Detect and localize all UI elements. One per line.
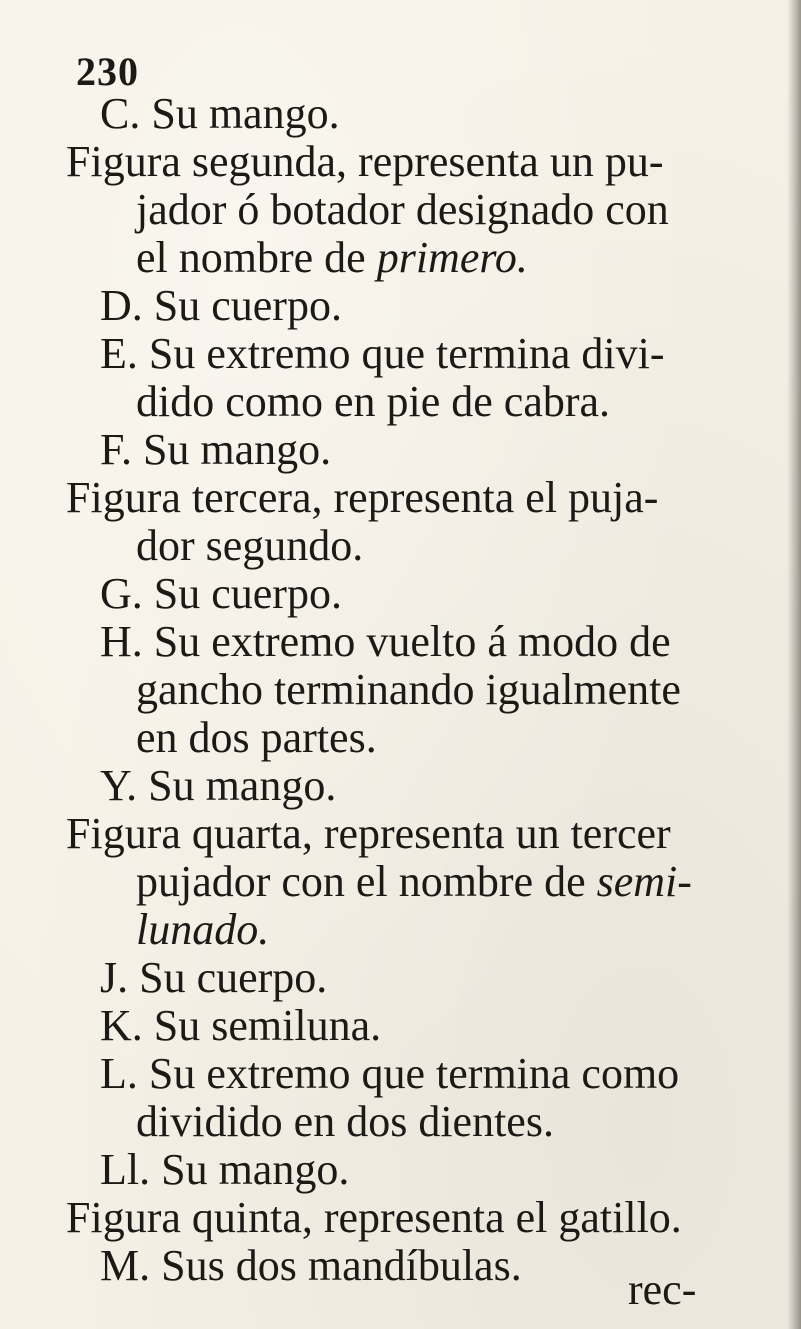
line-italic: lunado. [136, 905, 270, 954]
line-text: K. Su semiluna. [100, 1001, 382, 1050]
text-line-5 [100, 281, 342, 330]
line-text: jador ó botador designado con [136, 185, 669, 234]
text-line-6 [100, 329, 665, 378]
text-line-10 [136, 521, 364, 570]
line-text: Figura quinta, representa el gatillo. [66, 1193, 682, 1242]
line-text: Y. Su mango. [100, 761, 337, 810]
line-text: E. Su extremo que termina divi- [100, 329, 665, 378]
text-line-17 [136, 857, 692, 906]
text-line-21 [100, 1049, 680, 1098]
line-italic: primero. [376, 233, 528, 282]
line-text: F. Su mango. [100, 425, 332, 474]
text-line-4 [136, 233, 528, 282]
catchword: rec- [628, 1265, 697, 1314]
text-line-1 [100, 89, 340, 138]
text-line-25 [100, 1241, 522, 1290]
text-line-13 [136, 665, 681, 714]
line-text: C. Su mango. [100, 89, 340, 138]
text-line-7 [136, 377, 611, 426]
line-text: Figura quarta, representa un tercer [66, 809, 671, 858]
line-text: H. Su extremo vuelto á modo de [100, 617, 671, 666]
line-text: M. Sus dos mandíbulas. [100, 1241, 522, 1290]
line-text: dividido en dos dientes. [136, 1097, 554, 1146]
line-text: J. Su cuerpo. [100, 953, 328, 1002]
line-text: G. Su cuerpo. [100, 569, 342, 618]
text-line-19 [100, 953, 328, 1002]
text-line-3 [136, 185, 669, 234]
text-line-11 [100, 569, 342, 618]
text-line-16 [66, 809, 671, 858]
text-line-20 [100, 1001, 382, 1050]
line-text: Figura segunda, representa un pu- [66, 137, 664, 186]
page-edge-shadow [787, 0, 801, 1329]
text-line-23 [100, 1145, 350, 1194]
line-text: L. Su extremo que termina como [100, 1049, 680, 1098]
line-text: en dos partes. [136, 713, 377, 762]
line-text: gancho terminando igualmente [136, 665, 681, 714]
line-text: Ll. Su mango. [100, 1145, 350, 1194]
text-line-24 [66, 1193, 682, 1242]
line-text: Figura tercera, representa el puja- [66, 473, 659, 522]
line-text: dor segundo. [136, 521, 364, 570]
text-line-12 [100, 617, 671, 666]
text-line-18 [136, 905, 270, 954]
text-line-22 [136, 1097, 554, 1146]
line-text: dido como en pie de cabra. [136, 377, 611, 426]
line-text: D. Su cuerpo. [100, 281, 342, 330]
text-line-8 [100, 425, 332, 474]
text-line-2 [66, 137, 664, 186]
page-number: 230 [76, 49, 139, 94]
text-line-9 [66, 473, 659, 522]
line-text: el nombre de [136, 233, 377, 282]
line-italic: semi- [596, 857, 692, 906]
line-text: pujador con el nombre de [136, 857, 597, 906]
text-line-15 [100, 761, 337, 810]
text-line-14 [136, 713, 377, 762]
